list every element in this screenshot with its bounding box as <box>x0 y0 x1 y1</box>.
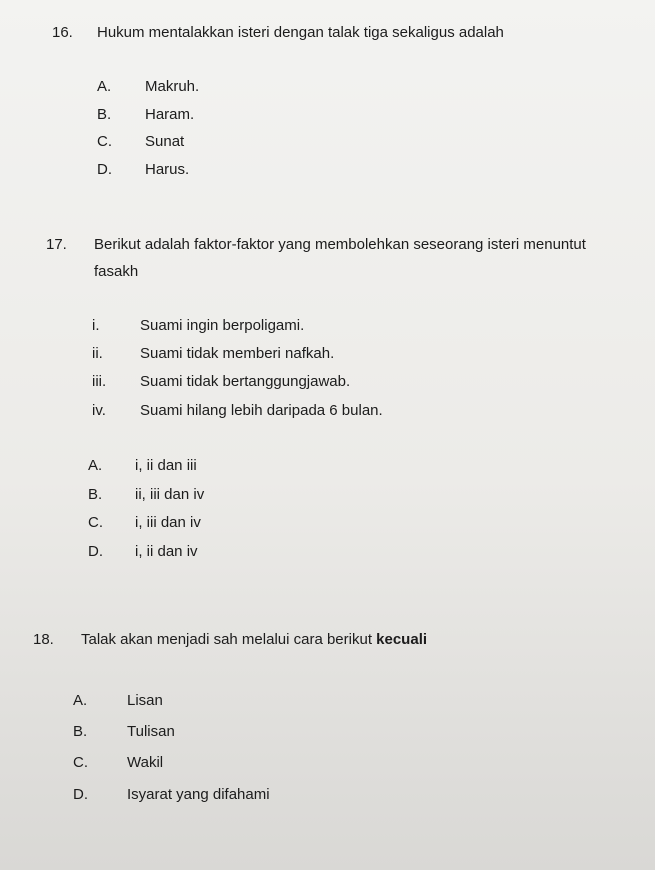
q17-statement-ii-text: Suami tidak memberi nafkah. <box>140 345 335 362</box>
q17-option-d-letter: D. <box>88 543 103 560</box>
q18-option-b-letter: B. <box>73 723 88 740</box>
q17-option-c-letter: C. <box>88 514 103 531</box>
q18-option-b-text: Tulisan <box>127 723 175 740</box>
q17-statement-i-roman: i. <box>92 317 100 334</box>
q17-option-b-letter: B. <box>88 486 103 503</box>
q18-option-c-letter: C. <box>73 754 88 771</box>
q16-option-d-letter: D. <box>97 161 112 178</box>
q16-option-a-text: Makruh. <box>145 78 200 95</box>
question-18-stem-emphasis: kecuali <box>376 631 428 648</box>
q16-option-c-text: Sunat <box>145 133 185 150</box>
q18-option-c-text: Wakil <box>127 754 164 771</box>
q18-option-d-letter: D. <box>73 786 88 803</box>
q16-option-b-text: Haram. <box>145 106 195 123</box>
question-17-stem-line1: Berikut adalah faktor-faktor yang membolehkan seseorang isteri menuntut <box>94 236 586 253</box>
q16-option-c-letter: C. <box>97 133 112 150</box>
q17-option-b-text: ii, iii dan iv <box>135 486 205 503</box>
q17-statement-iv-roman: iv. <box>92 402 106 419</box>
question-18-stem-text: Talak akan menjadi sah melalui cara berikut <box>81 631 372 648</box>
q17-option-a-text: i, ii dan iii <box>135 457 197 474</box>
question-17-stem-line2: fasakh <box>94 263 139 280</box>
q18-option-a-text: Lisan <box>127 692 163 709</box>
q17-option-a-letter: A. <box>88 457 103 474</box>
q17-option-d-text: i, ii dan iv <box>135 543 198 560</box>
question-18-number: 18. <box>33 631 54 648</box>
q17-statement-i-text: Suami ingin berpoligami. <box>140 317 305 334</box>
question-17-number: 17. <box>46 236 67 253</box>
q16-option-d-text: Harus. <box>145 161 190 178</box>
q18-option-d-text: Isyarat yang difahami <box>127 786 270 803</box>
question-18-stem <box>81 631 427 648</box>
q16-option-b-letter: B. <box>97 106 112 123</box>
q17-statement-ii-roman: ii. <box>92 345 103 362</box>
q17-statement-iii-text: Suami tidak bertanggungjawab. <box>140 373 351 390</box>
q18-option-a-letter: A. <box>73 692 88 709</box>
q17-statement-iv-text: Suami hilang lebih daripada 6 bulan. <box>140 402 383 419</box>
question-16-number: 16. <box>52 24 73 41</box>
question-16-stem: Hukum mentalakkan isteri dengan talak tiga sekaligus adalah <box>97 24 504 41</box>
q17-option-c-text: i, iii dan iv <box>135 514 201 531</box>
q16-option-a-letter: A. <box>97 78 112 95</box>
q17-statement-iii-roman: iii. <box>92 373 107 390</box>
